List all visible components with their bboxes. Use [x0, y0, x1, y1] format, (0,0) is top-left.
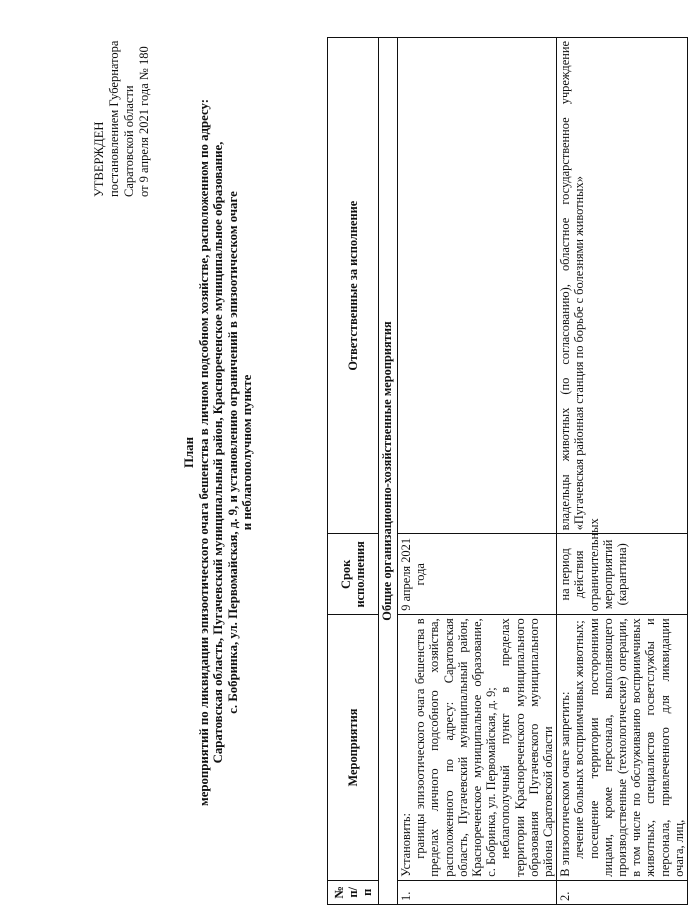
- row-responsible: [398, 38, 557, 534]
- approval-stamp: [92, 17, 152, 197]
- action-paragraph: лечение больных восприимчивых животных;: [572, 620, 587, 859]
- header-responsible: Ответственные за исполнение: [328, 38, 379, 534]
- approval-line: постановлением Губернатора: [107, 40, 121, 197]
- title-line: с. Бобринка, ул. Первомайская, д. 9, и установлению ограничений в эпизоотическом очаге: [225, 191, 240, 714]
- row-num: 1.: [398, 880, 557, 904]
- action-paragraph: посещение территории посторонними лицами, кроме персонала, выполняющего производственные (технологические) операции, в том числе по обслуживанию восприимчивых животных, специалистов госветслужбы и персонала, привлеченного для ликвидации очага, лиц,: [586, 618, 686, 877]
- plan-table: [327, 37, 688, 905]
- approval-line: от 9 апреля 2021 года № 180: [137, 46, 151, 197]
- header-term: Срок исполнения: [328, 534, 379, 615]
- title-line: План: [182, 437, 196, 468]
- approval-line: Саратовской области: [122, 85, 136, 197]
- header-action: Мероприятия: [328, 615, 379, 880]
- action-paragraph: неблагополучный пункт в пределах территории Краснореченского муниципального образования Пугачевского муниципального района Саратовской области: [498, 618, 556, 877]
- table-row: [557, 38, 688, 905]
- table-row: [398, 38, 557, 905]
- approval-heading: УТВЕРЖДЕН: [92, 121, 106, 197]
- header-num: № п/п: [328, 880, 379, 904]
- action-paragraph: границы эпизоотического очага бешенства в пределах личного подсобного хозяйства, расположенного по адресу: Саратовская область, Пугачевский муниципальный район, Краснореченское муниципальное образование, с. Бобринка, ул. Первомайская, д. 9;: [413, 618, 499, 877]
- action-title: Установить:: [399, 813, 413, 877]
- table-header-row: [328, 38, 379, 905]
- title-line: мероприятий по ликвидации эпизоотического очага бешенства в личном подсобном хозяйстве, расположенном по адресу:: [196, 99, 211, 806]
- action-title: В эпизоотическом очаге запретить:: [558, 691, 573, 877]
- title-line: Саратовская область, Пугачевский муниципальный район, Краснореченское муниципальное образование,: [211, 141, 225, 764]
- section-title: Общие организационно-хозяйственные мероприятия: [379, 38, 398, 905]
- section-row: [379, 38, 398, 905]
- title-line: и неблагополучном пункте: [240, 374, 254, 531]
- row-term: на период действия ограничительных мероприятий (карантина): [557, 534, 688, 615]
- row-action: [557, 615, 688, 880]
- row-num: 2.: [557, 880, 688, 904]
- row-action: [398, 615, 557, 880]
- document-title: [182, 0, 255, 905]
- row-term: 9 апреля 2021 года: [398, 534, 557, 615]
- row-responsible: владельцы животных (по согласованию), областное государственное учреждение «Пугачевская районная станция по борьбе с болезнями животных»: [557, 38, 688, 534]
